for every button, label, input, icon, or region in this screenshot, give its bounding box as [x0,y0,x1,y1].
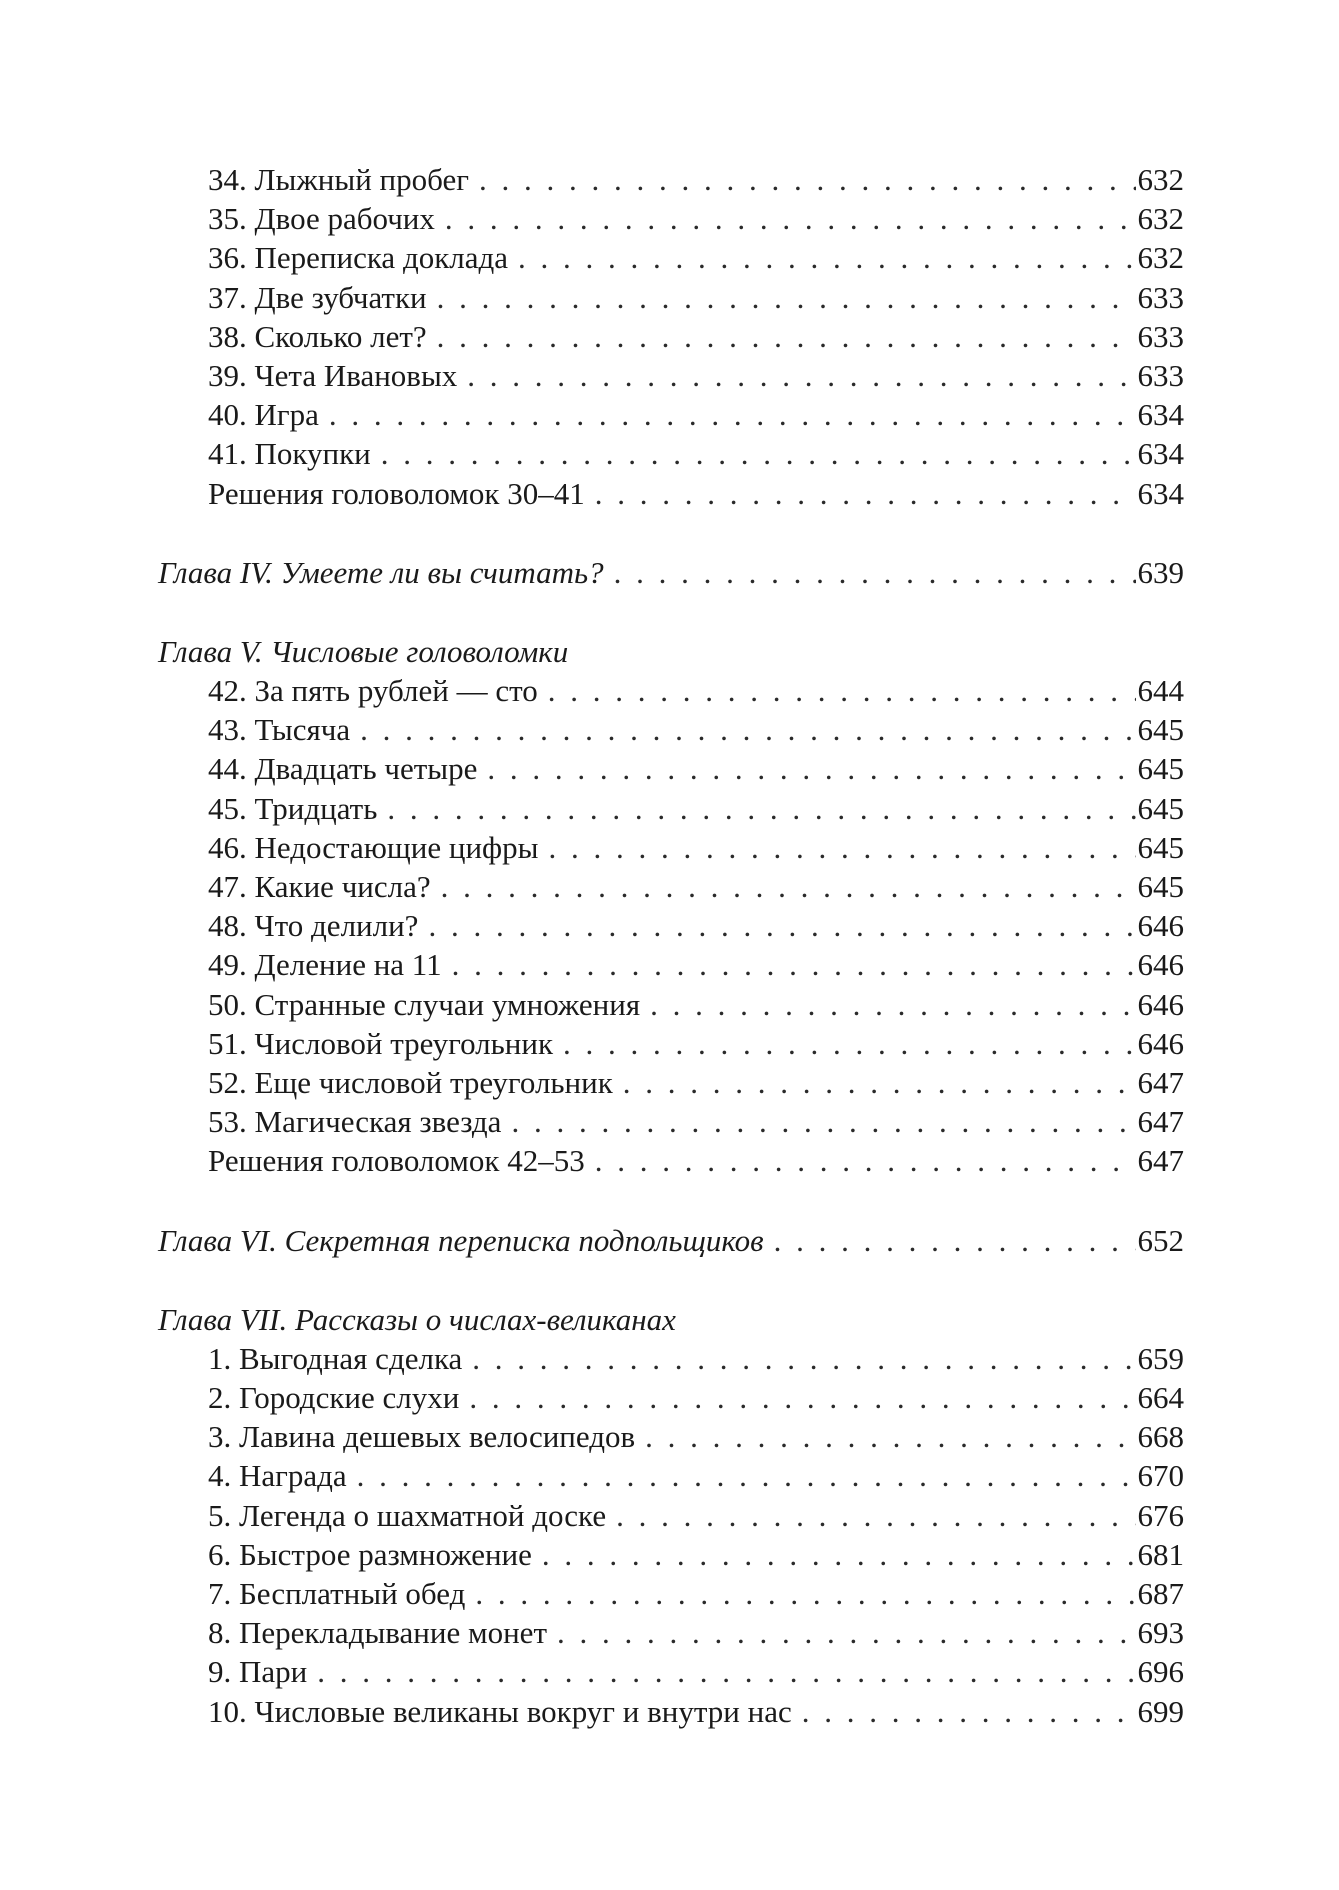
dot-leader [387,789,1135,828]
toc-entry-title: 39. Чета Ивановых [208,357,458,393]
toc-entry-title: 47. Какие числа? [208,869,431,904]
toc-page-number: 634 [1137,397,1184,433]
toc-entry [158,356,1184,395]
dot-leader [437,317,1136,356]
toc-entry-title: 34. Лыжный пробег [208,162,469,197]
toc-entry [158,474,1184,513]
dot-leader [802,1692,1136,1731]
toc-group [158,553,1184,592]
toc-page-number: 687 [1137,1576,1184,1611]
dot-leader [511,1102,1135,1141]
toc-page-number: 676 [1137,1497,1184,1533]
toc-page-number: 670 [1137,1458,1184,1494]
toc-page-number: 633 [1137,279,1184,315]
toc-entry [158,1102,1184,1141]
toc-entry-title: 52. Еще числовой треугольник [208,1064,613,1100]
dot-leader [472,1339,1135,1378]
toc-page-number: 646 [1137,1025,1184,1061]
toc-page-number: 639 [1137,554,1184,590]
toc-group [158,1300,1184,1731]
toc-chapter-heading [158,1300,1184,1339]
toc-entry-title: 40. Игра [208,397,319,433]
toc-entry-title: Глава IV. Умеете ли вы считать? [158,554,604,590]
toc-entry-title: 38. Сколько лет? [208,318,427,354]
dot-leader [645,1417,1135,1456]
dot-leader [595,1141,1136,1180]
dot-leader [595,474,1136,513]
toc-entry [158,317,1184,356]
toc-page-number: 668 [1137,1419,1184,1455]
toc-entry [158,395,1184,434]
toc-entry-title: 3. Лавина дешевых велосипедов [208,1419,636,1455]
dot-leader [542,1535,1136,1574]
toc-chapter [158,1221,1184,1260]
toc-entry [158,1496,1184,1535]
toc-entry-title: 10. Числовые великаны вокруг и внутри нас [208,1693,792,1729]
dot-leader [381,434,1136,473]
toc-entry [158,1339,1184,1378]
toc-page-number: 633 [1137,318,1184,354]
toc-entry [158,1692,1184,1731]
toc-entry-title: 7. Бесплатный обед [208,1576,466,1611]
toc-entry-title: 5. Легенда о шахматной доске [208,1497,607,1533]
toc-entry [158,1535,1184,1574]
toc-entry-title: Решения головоломок 42–53 [208,1143,585,1179]
toc-entry-title: 35. Двое рабочих [208,201,435,237]
toc-page-number: 645 [1137,712,1184,748]
toc-page-number: 645 [1137,790,1184,826]
dot-leader [487,749,1135,788]
dot-leader [317,1652,1135,1691]
toc-entry [158,985,1184,1024]
toc-entry-title: 49. Деление на 11 [208,947,442,983]
toc-entry [158,906,1184,945]
toc-entry-title: 53. Магическая звезда [208,1104,502,1140]
toc-group [158,160,1184,513]
toc-entry-title: 43. Тысяча [208,712,351,748]
toc-entry-title: 6. Быстрое размножение [208,1536,532,1572]
toc-entry-title: Глава VII. Рассказы о числах-великанах [158,1301,676,1337]
toc-entry [158,278,1184,317]
toc-entry-title: 41. Покупки [208,436,371,472]
dot-leader [774,1221,1136,1260]
dot-leader [452,945,1136,984]
toc-entry [158,867,1184,906]
toc-entry [158,1613,1184,1652]
dot-leader [614,553,1136,592]
toc-entry [158,671,1184,710]
toc-page-number: 647 [1137,1104,1184,1140]
toc-entry-title: 36. Переписка доклада [208,240,509,276]
toc-entry [158,1141,1184,1180]
dot-leader [467,356,1135,395]
toc-entry-title: Глава V. Числовые головоломки [158,633,569,669]
toc-entry [158,238,1184,277]
toc-entry [158,749,1184,788]
dot-leader [548,671,1136,710]
toc-page-number: 646 [1137,908,1184,944]
toc-entry-title: 51. Числовой треугольник [208,1025,554,1061]
dot-leader [650,985,1135,1024]
toc-page-number: 647 [1137,1143,1184,1179]
toc-page-number: 634 [1137,475,1184,511]
toc-page-number: 647 [1137,1064,1184,1100]
toc-entry [158,789,1184,828]
dot-leader [437,278,1136,317]
toc-entry-title: 45. Тридцать [208,790,378,826]
dot-leader [479,160,1136,199]
toc-entry-title: 46. Недостающие цифры [208,829,539,865]
toc-page-number: 632 [1137,201,1184,237]
toc-page-number: 646 [1137,947,1184,983]
toc-entry-title: 48. Что делили? [208,908,419,944]
toc-entry [158,1417,1184,1456]
toc-entry-title: Решения головоломок 30–41 [208,475,585,511]
toc-page-number: 644 [1137,673,1184,709]
toc-entry [158,1024,1184,1063]
table-of-contents [158,160,1184,1731]
dot-leader [445,199,1136,238]
toc-entry [158,434,1184,473]
toc-entry [158,199,1184,238]
toc-page-number: 645 [1137,751,1184,787]
toc-entry [158,710,1184,749]
toc-entry [158,945,1184,984]
toc-page-number: 681 [1137,1536,1184,1572]
toc-page-number: 693 [1137,1615,1184,1651]
toc-page-number: 645 [1137,829,1184,865]
toc-page-number: 659 [1137,1340,1184,1376]
toc-entry [158,1456,1184,1495]
dot-leader [623,1063,1136,1102]
toc-entry-title: 44. Двадцать четыре [208,751,478,787]
toc-page-number: 632 [1137,162,1184,197]
toc-page-number: 664 [1137,1380,1184,1416]
toc-entry-title: 8. Перекладывание монет [208,1615,547,1651]
toc-entry-title: 1. Выгодная сделка [208,1340,463,1376]
toc-entry-title: 50. Странные случаи умножения [208,986,641,1022]
toc-page-number: 699 [1137,1693,1184,1729]
toc-entry-title: 4. Награда [208,1458,347,1494]
toc-entry-title: 2. Городские слухи [208,1380,460,1416]
dot-leader [360,710,1135,749]
toc-entry [158,160,1184,199]
dot-leader [329,395,1136,434]
toc-entry-title: 37. Две зубчатки [208,279,427,315]
toc-page-number: 646 [1137,986,1184,1022]
toc-page-number: 632 [1137,240,1184,276]
toc-entry-title: 9. Пари [208,1654,308,1690]
dot-leader [518,238,1135,277]
toc-chapter [158,553,1184,592]
toc-page-number: 645 [1137,869,1184,904]
dot-leader [428,906,1135,945]
toc-entry [158,828,1184,867]
toc-entry [158,1652,1184,1691]
dot-leader [357,1456,1136,1495]
toc-entry-title: 42. За пять рублей — сто [208,673,538,709]
toc-page-number: 633 [1137,357,1184,393]
dot-leader [616,1496,1135,1535]
toc-entry [158,1063,1184,1102]
dot-leader [469,1378,1135,1417]
dot-leader [557,1613,1136,1652]
toc-group [158,632,1184,1181]
toc-page-number: 696 [1137,1654,1184,1690]
toc-group [158,1221,1184,1260]
dot-leader [563,1024,1135,1063]
dot-leader [475,1574,1135,1613]
toc-page-number: 634 [1137,436,1184,472]
toc-entry [158,1574,1184,1613]
toc-entry [158,1378,1184,1417]
toc-chapter-heading [158,632,1184,671]
toc-entry-title: Глава VI. Секретная переписка подпольщиков [158,1222,764,1258]
dot-leader [548,828,1135,867]
toc-page-number: 652 [1137,1222,1184,1258]
dot-leader [441,867,1136,906]
